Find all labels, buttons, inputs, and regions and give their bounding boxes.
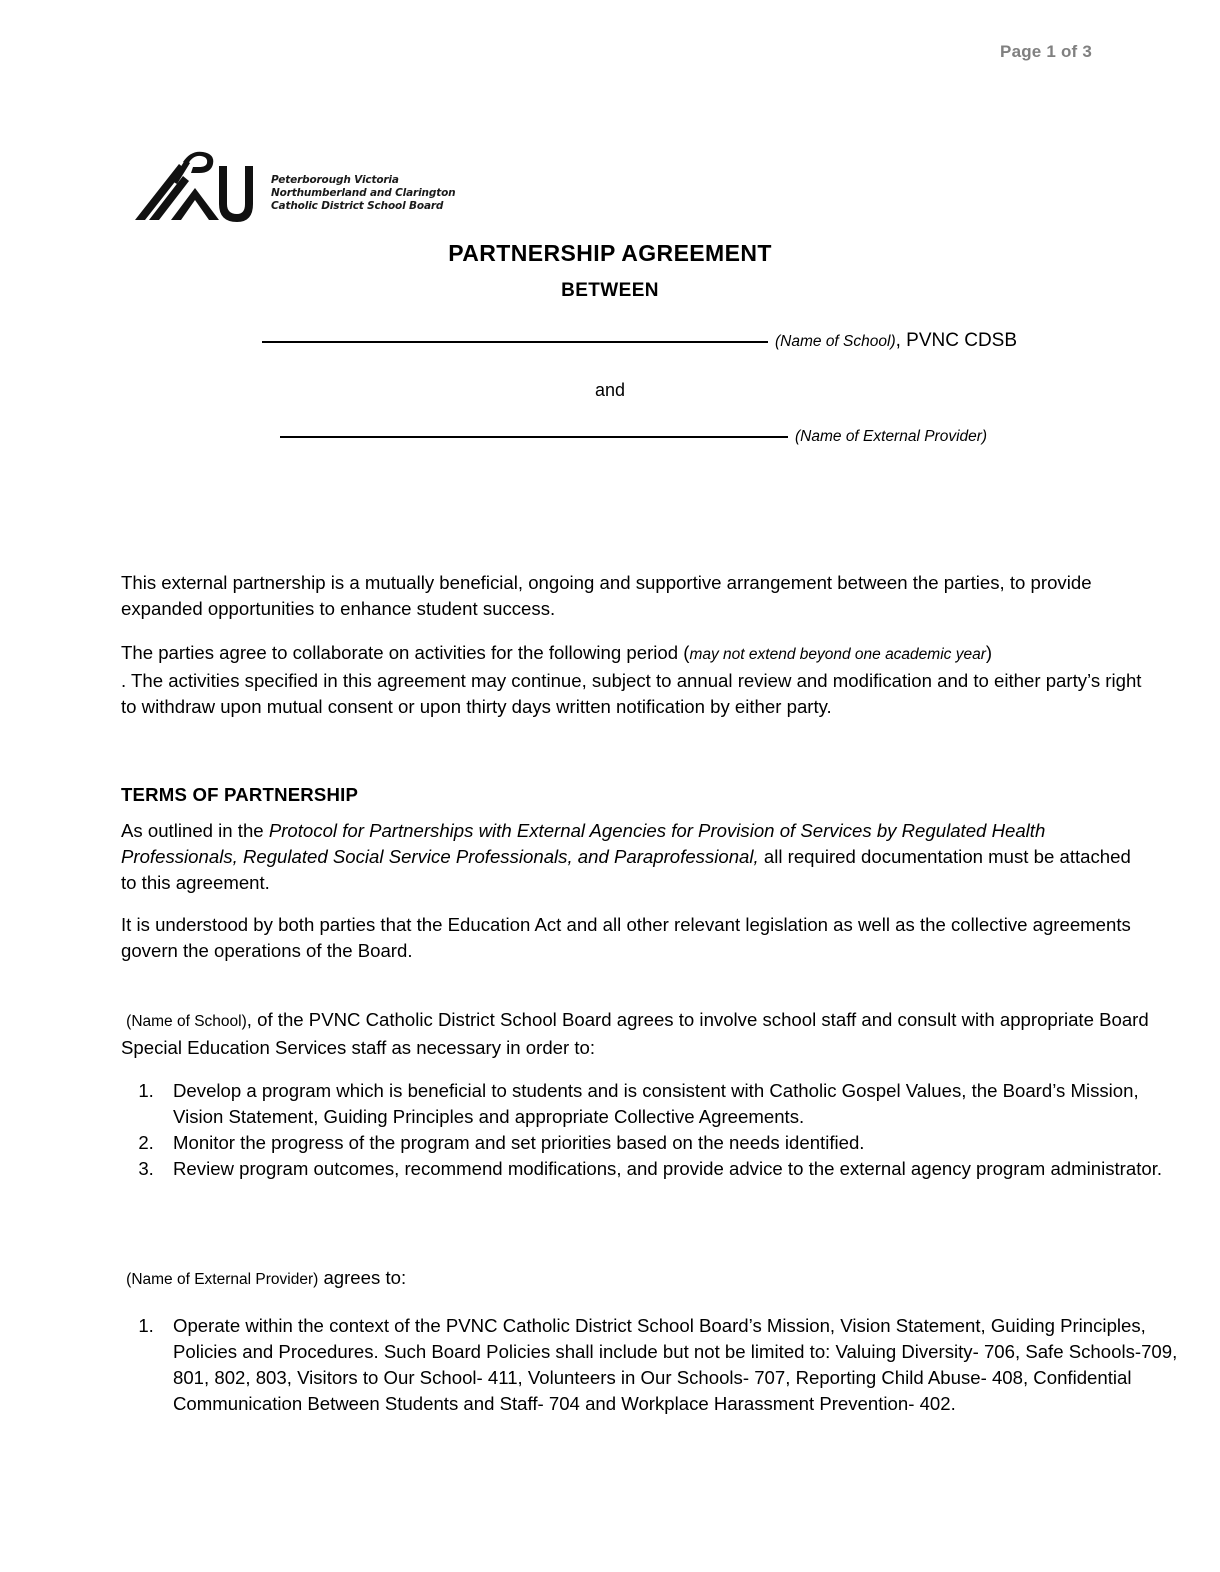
pvnc-cdsb-logo-icon — [133, 150, 255, 222]
provider-obligations-list — [121, 1313, 1187, 1417]
provider-name-caption: (Name of External Provider) — [795, 428, 988, 445]
list-item: 1. Develop a program which is beneficial to students and is consistent with Catholic Gospel Values, the Board’s Mission, Vision Statement, Guiding Principles and appropriate Collective Agreements. — [159, 1078, 1187, 1130]
document-title: PARTNERSHIP AGREEMENT — [448, 240, 772, 266]
provider-obligation-text: agrees to: — [323, 1267, 407, 1288]
period-paragraph — [121, 640, 1149, 720]
document-subtitle: BETWEEN — [561, 280, 659, 301]
period-tail-text: . The activities specified in this agreement may continue, subject to annual review and modification and to either party’s right to withdraw upon mutual consent or upon thirty days written notification by either party. — [121, 670, 1142, 717]
protocol-document-title: Protocol for Partnerships with External Agencies for Provision of Services by Regulated Health Professionals, Regulated Social Service Professionals, and Paraprofessional, — [121, 820, 1046, 867]
list-item: 3. Review program outcomes, recommend modifications, and provide advice to the external agency program administrator. — [159, 1156, 1187, 1182]
period-note-text: may not extend beyond one academic year — [689, 646, 986, 663]
logo-wordmark — [271, 174, 456, 214]
period-lead-text: The parties agree to collaborate on activities for the following period ( — [121, 642, 690, 663]
logo-block — [133, 150, 553, 228]
conjunction-and: and — [594, 380, 626, 400]
logo-line-1: Peterborough Victoria — [271, 174, 399, 186]
page-indicator: Page 1 of 3 — [1000, 42, 1092, 61]
school-party-line — [262, 330, 1017, 352]
provider-obligations-lead — [121, 1265, 1149, 1293]
logo-line-3: Catholic District School Board — [271, 200, 444, 213]
protocol-paragraph — [121, 818, 1149, 896]
terms-of-partnership-heading: TERMS OF PARTNERSHIP — [121, 784, 359, 805]
school-name-blank[interactable] — [262, 341, 768, 343]
provider-name-caption-2: (Name of External Provider) — [126, 1271, 319, 1288]
school-name-caption: (Name of School) — [775, 333, 896, 350]
school-obligations-lead — [121, 1007, 1149, 1061]
provider-name-blank[interactable] — [280, 436, 788, 438]
school-board-suffix: , PVNC CDSB — [895, 330, 1018, 351]
intro-paragraph: This external partnership is a mutually beneficial, ongoing and supportive arrangement between the parties, to provide expanded opportunities to enhance student success. — [121, 572, 1092, 619]
list-item: 2. Monitor the progress of the program and set priorities based on the needs identified. — [159, 1130, 1187, 1156]
logo-line-2: Northumberland and Clarington — [271, 187, 456, 200]
school-obligation-text: , of the PVNC Catholic District School Board agrees to involve school staff and consult with appropriate Board Special Education Services staff as necessary in order to: — [121, 1009, 1149, 1058]
protocol-lead-text: As outlined in the — [121, 820, 269, 841]
school-name-caption-2: (Name of School) — [126, 1013, 247, 1030]
protocol-tail-text: all required documentation must be attached to this agreement. — [121, 846, 1131, 893]
school-obligations-list — [121, 1078, 1187, 1182]
period-close-paren: ) — [985, 642, 993, 663]
provider-party-line — [280, 428, 987, 446]
list-item: 1. Operate within the context of the PVNC Catholic District School Board’s Mission, Vision Statement, Guiding Principles, Policies and Procedures. Such Board Policies shall include but not be limited to: Valuing Diversity- 706, Safe Schools-709, 801, 802, 803, Visitors to Our School- 411, Volunteers in Our Schools- 707, Reporting Child Abuse- 408, Confidential Communication Between Students and Staff- 704 and Workplace Harassment Prevention- 402. — [159, 1313, 1187, 1417]
education-act-paragraph: It is understood by both parties that the Education Act and all other relevant legislation as well as the collective agreements govern the operations of the Board. — [121, 914, 1131, 961]
